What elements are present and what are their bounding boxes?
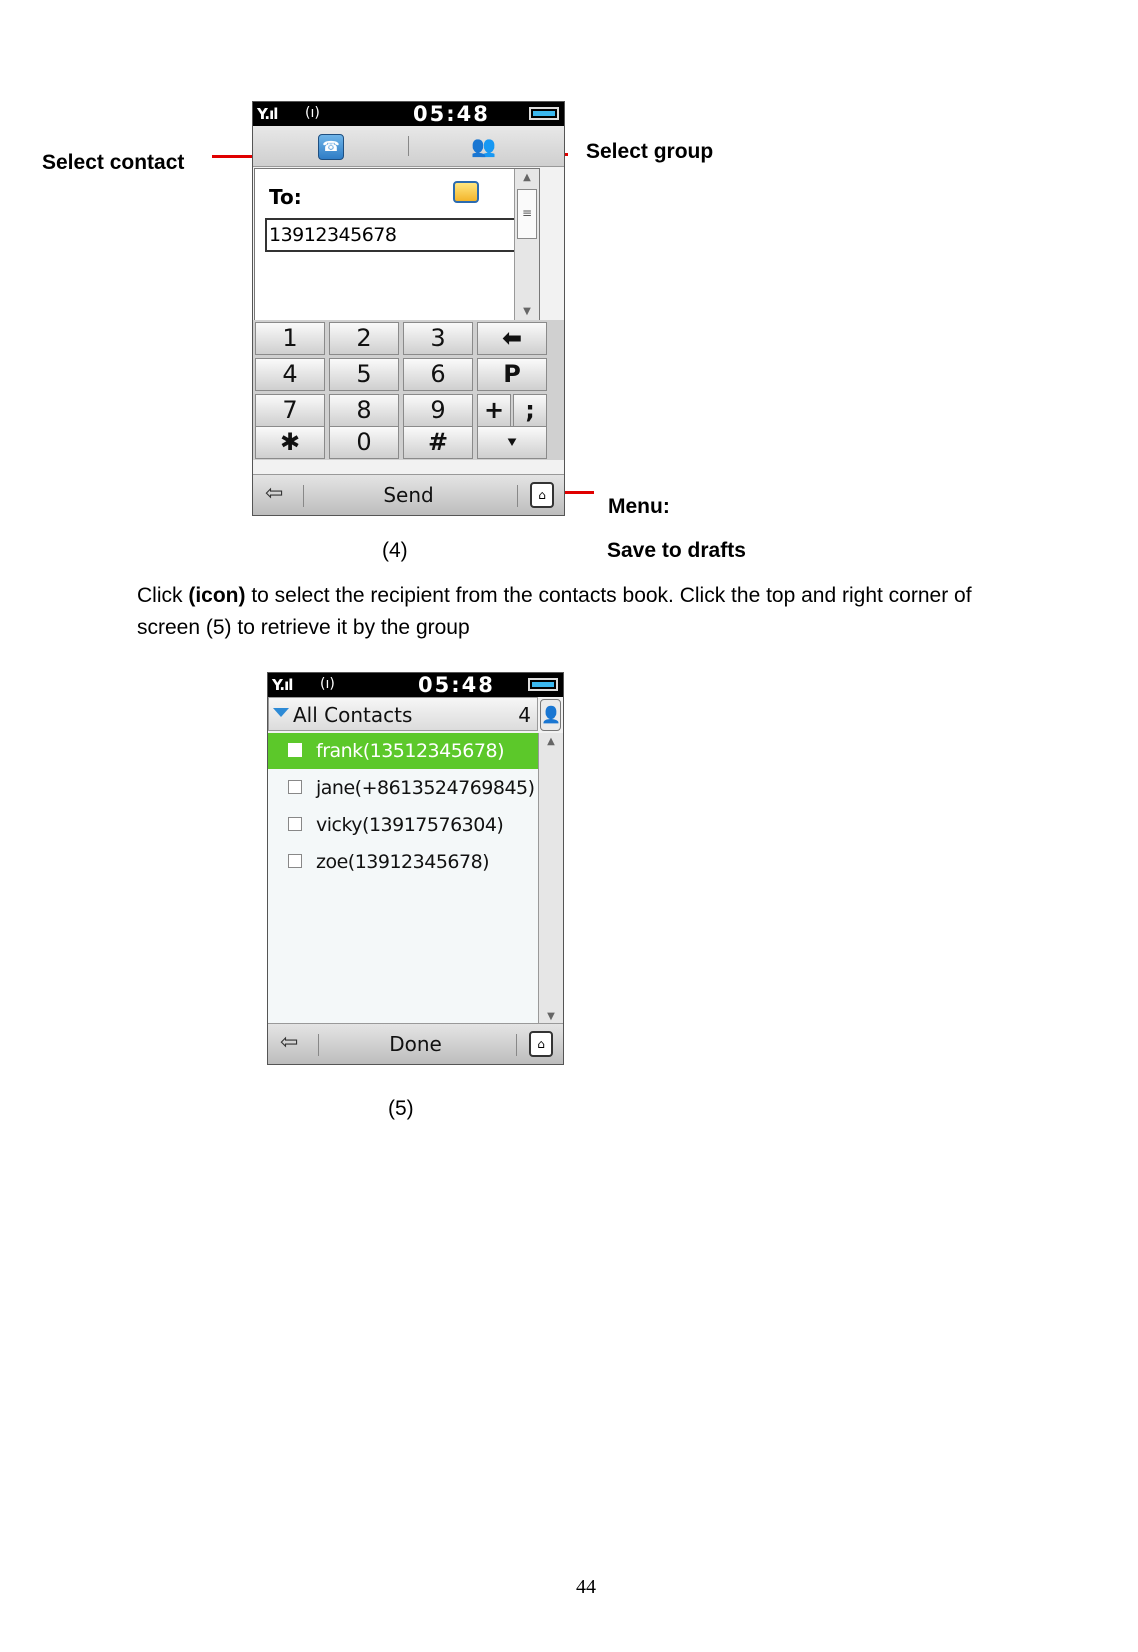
clock: 05:48 [418,673,495,697]
tab-divider [408,136,409,156]
dropdown-arrow-icon [273,708,289,717]
contacts-scrollbar[interactable] [538,733,563,1026]
contacts-filter-dropdown[interactable] [268,697,538,731]
paragraph-text-start: Click [137,584,189,607]
contact-checkbox[interactable] [288,780,302,794]
key-2[interactable]: 2 [329,322,399,355]
key-9[interactable]: 9 [403,394,473,427]
dial-keypad [253,320,564,460]
clock: 05:48 [413,102,490,126]
contacts-count: 4 [518,703,531,727]
done-button[interactable]: Done [389,1032,442,1056]
select-contact-callout: Select contact [42,151,185,174]
list-item[interactable] [268,844,538,880]
soft-key-bar [268,1023,563,1064]
select-group-callout: Select group [586,140,714,163]
contacts-book-icon[interactable]: ☎ [318,134,344,160]
key-5[interactable]: 5 [329,358,399,391]
pause-key[interactable]: P [477,358,547,391]
softbar-divider-right [517,485,518,507]
key-6[interactable]: 6 [403,358,473,391]
back-arrow-icon[interactable]: ⇦ [280,1030,299,1055]
dropdown-label: All Contacts [293,703,413,727]
contact-label: jane(+8613524769845) [316,777,535,799]
person-icon[interactable]: 👤 [540,699,561,731]
contact-label: vicky(13917576304) [316,814,504,836]
star-key[interactable]: ✱ [255,426,325,459]
signal-icon: Y.ıl [272,676,293,694]
recipient-tab-bar [253,126,564,167]
to-label: To: [269,185,302,209]
contact-label: frank(13512345678) [316,740,504,762]
scroll-thumb[interactable]: ≡ [517,189,537,239]
save-to-drafts-callout: Save to drafts [607,539,746,562]
key-4[interactable]: 4 [255,358,325,391]
hide-keypad-key[interactable]: ⯆ [477,426,547,459]
antenna-icon: (ı) [320,676,335,692]
scroll-up-icon[interactable]: ▲ [523,172,531,183]
menu-icon[interactable]: ⌂ [530,482,554,508]
list-item[interactable] [268,770,538,806]
battery-icon [529,107,559,120]
contacts-list-screen [267,672,564,1065]
contact-checkbox[interactable] [288,817,302,831]
compose-scrollbar[interactable] [514,169,539,321]
paragraph-icon-word: (icon) [188,584,246,607]
key-1[interactable]: 1 [255,322,325,355]
figure-5-caption: (5) [388,1097,414,1120]
hash-key[interactable]: # [403,426,473,459]
menu-callout: Menu: [608,495,670,518]
group-icon[interactable]: 👥 [471,134,496,158]
semicolon-key[interactable]: ; [513,394,547,427]
contact-checkbox[interactable] [288,854,302,868]
backspace-key[interactable]: ⬅ [477,322,547,355]
status-bar [253,102,564,126]
send-button[interactable]: Send [383,483,434,507]
list-item[interactable] [268,807,538,843]
scroll-up-icon[interactable]: ▲ [547,736,555,747]
key-3[interactable]: 3 [403,322,473,355]
instruction-paragraph [137,580,1017,644]
recipient-input[interactable]: 13912345678 [265,218,528,252]
signal-icon: Y.ıl [257,105,278,123]
contacts-list [268,733,538,1026]
key-8[interactable]: 8 [329,394,399,427]
menu-icon[interactable]: ⌂ [529,1031,553,1057]
compose-area [254,168,540,322]
key-7[interactable]: 7 [255,394,325,427]
back-arrow-icon[interactable]: ⇦ [265,481,284,506]
plus-key[interactable]: + [477,394,511,427]
mail-icon[interactable] [453,181,479,203]
figure-4-caption: (4) [382,539,408,562]
scroll-down-icon[interactable]: ▼ [523,306,531,317]
list-item[interactable] [268,733,538,769]
status-bar [268,673,563,697]
soft-key-bar [253,474,564,515]
scroll-down-icon[interactable]: ▼ [547,1011,555,1022]
battery-icon [528,678,558,691]
paragraph-text-end: to select the recipient from the contacts book. Click the top and right corner of screen (5) to retrieve it by the group [137,584,972,639]
contact-checkbox[interactable] [288,743,302,757]
compose-message-screen [252,101,565,516]
softbar-divider-right [516,1034,517,1056]
antenna-icon: (ı) [305,105,320,121]
key-0[interactable]: 0 [329,426,399,459]
contact-label: zoe(13912345678) [316,851,490,873]
page-number: 44 [576,1576,596,1598]
